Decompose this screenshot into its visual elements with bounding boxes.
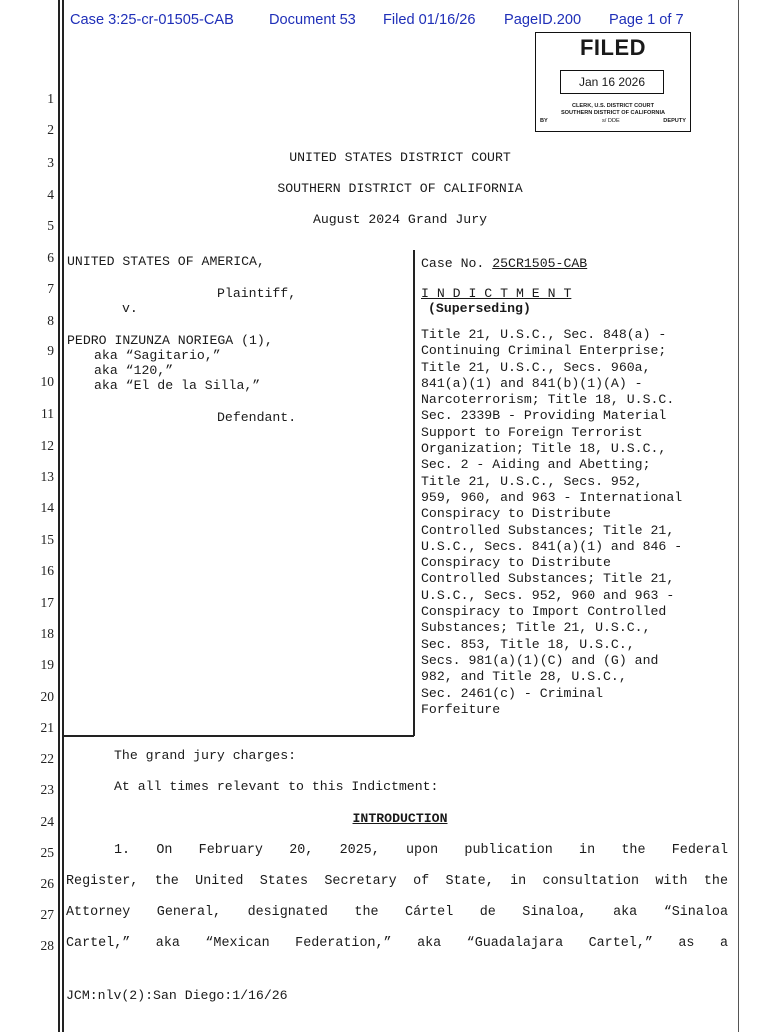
line-number: 19	[40, 657, 54, 672]
charges-list	[421, 327, 682, 718]
header-page-count: Page 1 of 7	[609, 12, 684, 28]
charge-line: 982, and Title 28, U.S.C.,	[421, 669, 627, 685]
charge-line: Organization; Title 18, U.S.C.,	[421, 441, 667, 457]
stamp-by-label: BY	[540, 118, 548, 124]
caption-box-bottom-rule	[64, 735, 414, 737]
line-number: 10	[40, 374, 54, 389]
caption-box-divider	[413, 250, 415, 736]
charge-line: U.S.C., Secs. 952, 960 and 963 -	[421, 587, 675, 603]
case-number: 25CR1505-CAB	[492, 256, 588, 271]
charge-line: Support to Foreign Terrorist	[421, 424, 643, 440]
defendant-role: Defendant.	[217, 410, 297, 425]
stamp-deputy-label: DEPUTY	[663, 118, 686, 124]
line-number: 13	[40, 469, 54, 484]
stamp-clerk-line-2: SOUTHERN DISTRICT OF CALIFORNIA	[560, 110, 666, 116]
paragraph-line: 1. On February 20, 2025, upon publication in the Federal	[114, 843, 728, 858]
charge-line: Sec. 853, Title 18, U.S.C.,	[421, 636, 635, 652]
charge-line: Conspiracy to Distribute	[421, 555, 611, 571]
line-number: 18	[40, 626, 54, 641]
header-page-id: PageID.200	[504, 12, 582, 28]
footer-code: JCM:nlv(2):San Diego:1/16/26	[66, 988, 288, 1003]
grand-jury-charges: The grand jury charges:	[114, 748, 297, 763]
charge-line: 959, 960, and 963 - International	[421, 489, 683, 505]
line-number: 28	[40, 938, 54, 953]
header-filed-date: Filed 01/16/26	[383, 12, 476, 28]
line-number: 12	[40, 438, 54, 453]
plaintiff-role: Plaintiff,	[217, 286, 297, 301]
line-number: 1	[47, 91, 54, 106]
defendant-alias: aka “Sagitario,”	[94, 348, 221, 363]
section-title-text: INTRODUCTION	[352, 811, 448, 826]
paragraph-line: Attorney General, designated the Cártel de Sinaloa, aka “Sinaloa	[66, 905, 728, 920]
document-title: I N D I C T M E N T	[421, 286, 572, 301]
charge-line: Controlled Substances; Title 21,	[421, 571, 675, 587]
line-number: 23	[40, 782, 54, 797]
line-number: 14	[40, 500, 54, 515]
header-case-number: Case 3:25-cr-01505-CAB	[70, 12, 234, 28]
line-number: 8	[47, 313, 54, 328]
charge-line: 841(a)(1) and 841(b)(1)(A) -	[421, 375, 643, 391]
line-number: 7	[47, 281, 54, 296]
line-number: 6	[47, 250, 54, 265]
defendant-alias: aka “El de la Silla,”	[94, 378, 261, 393]
stamp-filed-label: FILED	[579, 35, 647, 60]
charge-line: Continuing Criminal Enterprise;	[421, 343, 667, 359]
charge-line: Forfeiture	[421, 701, 501, 717]
court-name: UNITED STATES DISTRICT COURT	[289, 150, 511, 165]
filed-stamp	[535, 32, 691, 132]
charge-line: Conspiracy to Import Controlled	[421, 604, 667, 620]
stamp-signature: s/ DDE	[602, 118, 620, 124]
line-number: 16	[40, 563, 54, 578]
charge-line: Title 21, U.S.C., Secs. 952,	[421, 473, 643, 489]
court-district: SOUTHERN DISTRICT OF CALIFORNIA	[277, 181, 523, 196]
line-number: 22	[40, 751, 54, 766]
header-document-number: Document 53	[269, 12, 356, 28]
filing-header	[70, 12, 710, 32]
line-number: 20	[40, 689, 54, 704]
line-number: 4	[47, 187, 54, 202]
defendant-name: PEDRO INZUNZA NORIEGA (1),	[67, 333, 273, 348]
line-number: 2	[47, 122, 54, 137]
line-number: 21	[40, 720, 54, 735]
case-number-label: Case No.	[421, 256, 485, 271]
stamp-clerk-line	[536, 103, 690, 117]
superseding-label: (Superseding)	[428, 301, 531, 316]
line-number: 5	[47, 218, 54, 233]
line-number: 11	[41, 406, 54, 421]
charge-line: Sec. 2461(c) - Criminal	[421, 685, 604, 701]
line-number: 3	[47, 155, 54, 170]
charge-line: U.S.C., Secs. 841(a)(1) and 846 -	[421, 538, 683, 554]
line-number: 9	[47, 343, 54, 358]
paragraph-line: Register, the United States Secretary of State, in consultation with the	[66, 874, 728, 889]
section-title	[60, 811, 740, 827]
charge-line: Controlled Substances; Title 21,	[421, 522, 675, 538]
paragraph-line: Cartel,” aka “Mexican Federation,” aka “Guadalajara Cartel,” as a	[66, 936, 728, 951]
plaintiff-name: UNITED STATES OF AMERICA,	[67, 254, 265, 269]
charge-line: Narcoterrorism; Title 18, U.S.C.	[421, 392, 675, 408]
charge-line: Title 21, U.S.C., Sec. 848(a) -	[421, 327, 667, 342]
line-number: 15	[40, 532, 54, 547]
charge-line: Conspiracy to Distribute	[421, 506, 611, 522]
charge-line: Substances; Title 21, U.S.C.,	[421, 620, 651, 636]
charge-line: Secs. 981(a)(1)(C) and (G) and	[421, 652, 659, 668]
versus: v.	[122, 301, 138, 316]
line-number: 26	[40, 876, 54, 891]
defendant-alias: aka “120,”	[94, 363, 174, 378]
stamp-clerk-line-1: CLERK, U.S. DISTRICT COURT	[571, 103, 655, 109]
case-number-line	[421, 256, 587, 272]
line-number: 24	[40, 814, 54, 829]
line-number: 27	[40, 907, 54, 922]
line-number: 25	[40, 845, 54, 860]
charge-line: Sec. 2339B - Providing Material	[421, 408, 667, 424]
charge-line: Sec. 2 - Aiding and Abetting;	[421, 457, 651, 473]
stamp-date: Jan 16 2026	[560, 70, 664, 94]
relevant-times: At all times relevant to this Indictment:	[114, 779, 439, 794]
charge-line: Title 21, U.S.C., Secs. 960a,	[421, 359, 651, 375]
stamp-signature-row	[540, 118, 686, 128]
line-number: 17	[40, 595, 54, 610]
grand-jury-session: August 2024 Grand Jury	[312, 212, 488, 227]
